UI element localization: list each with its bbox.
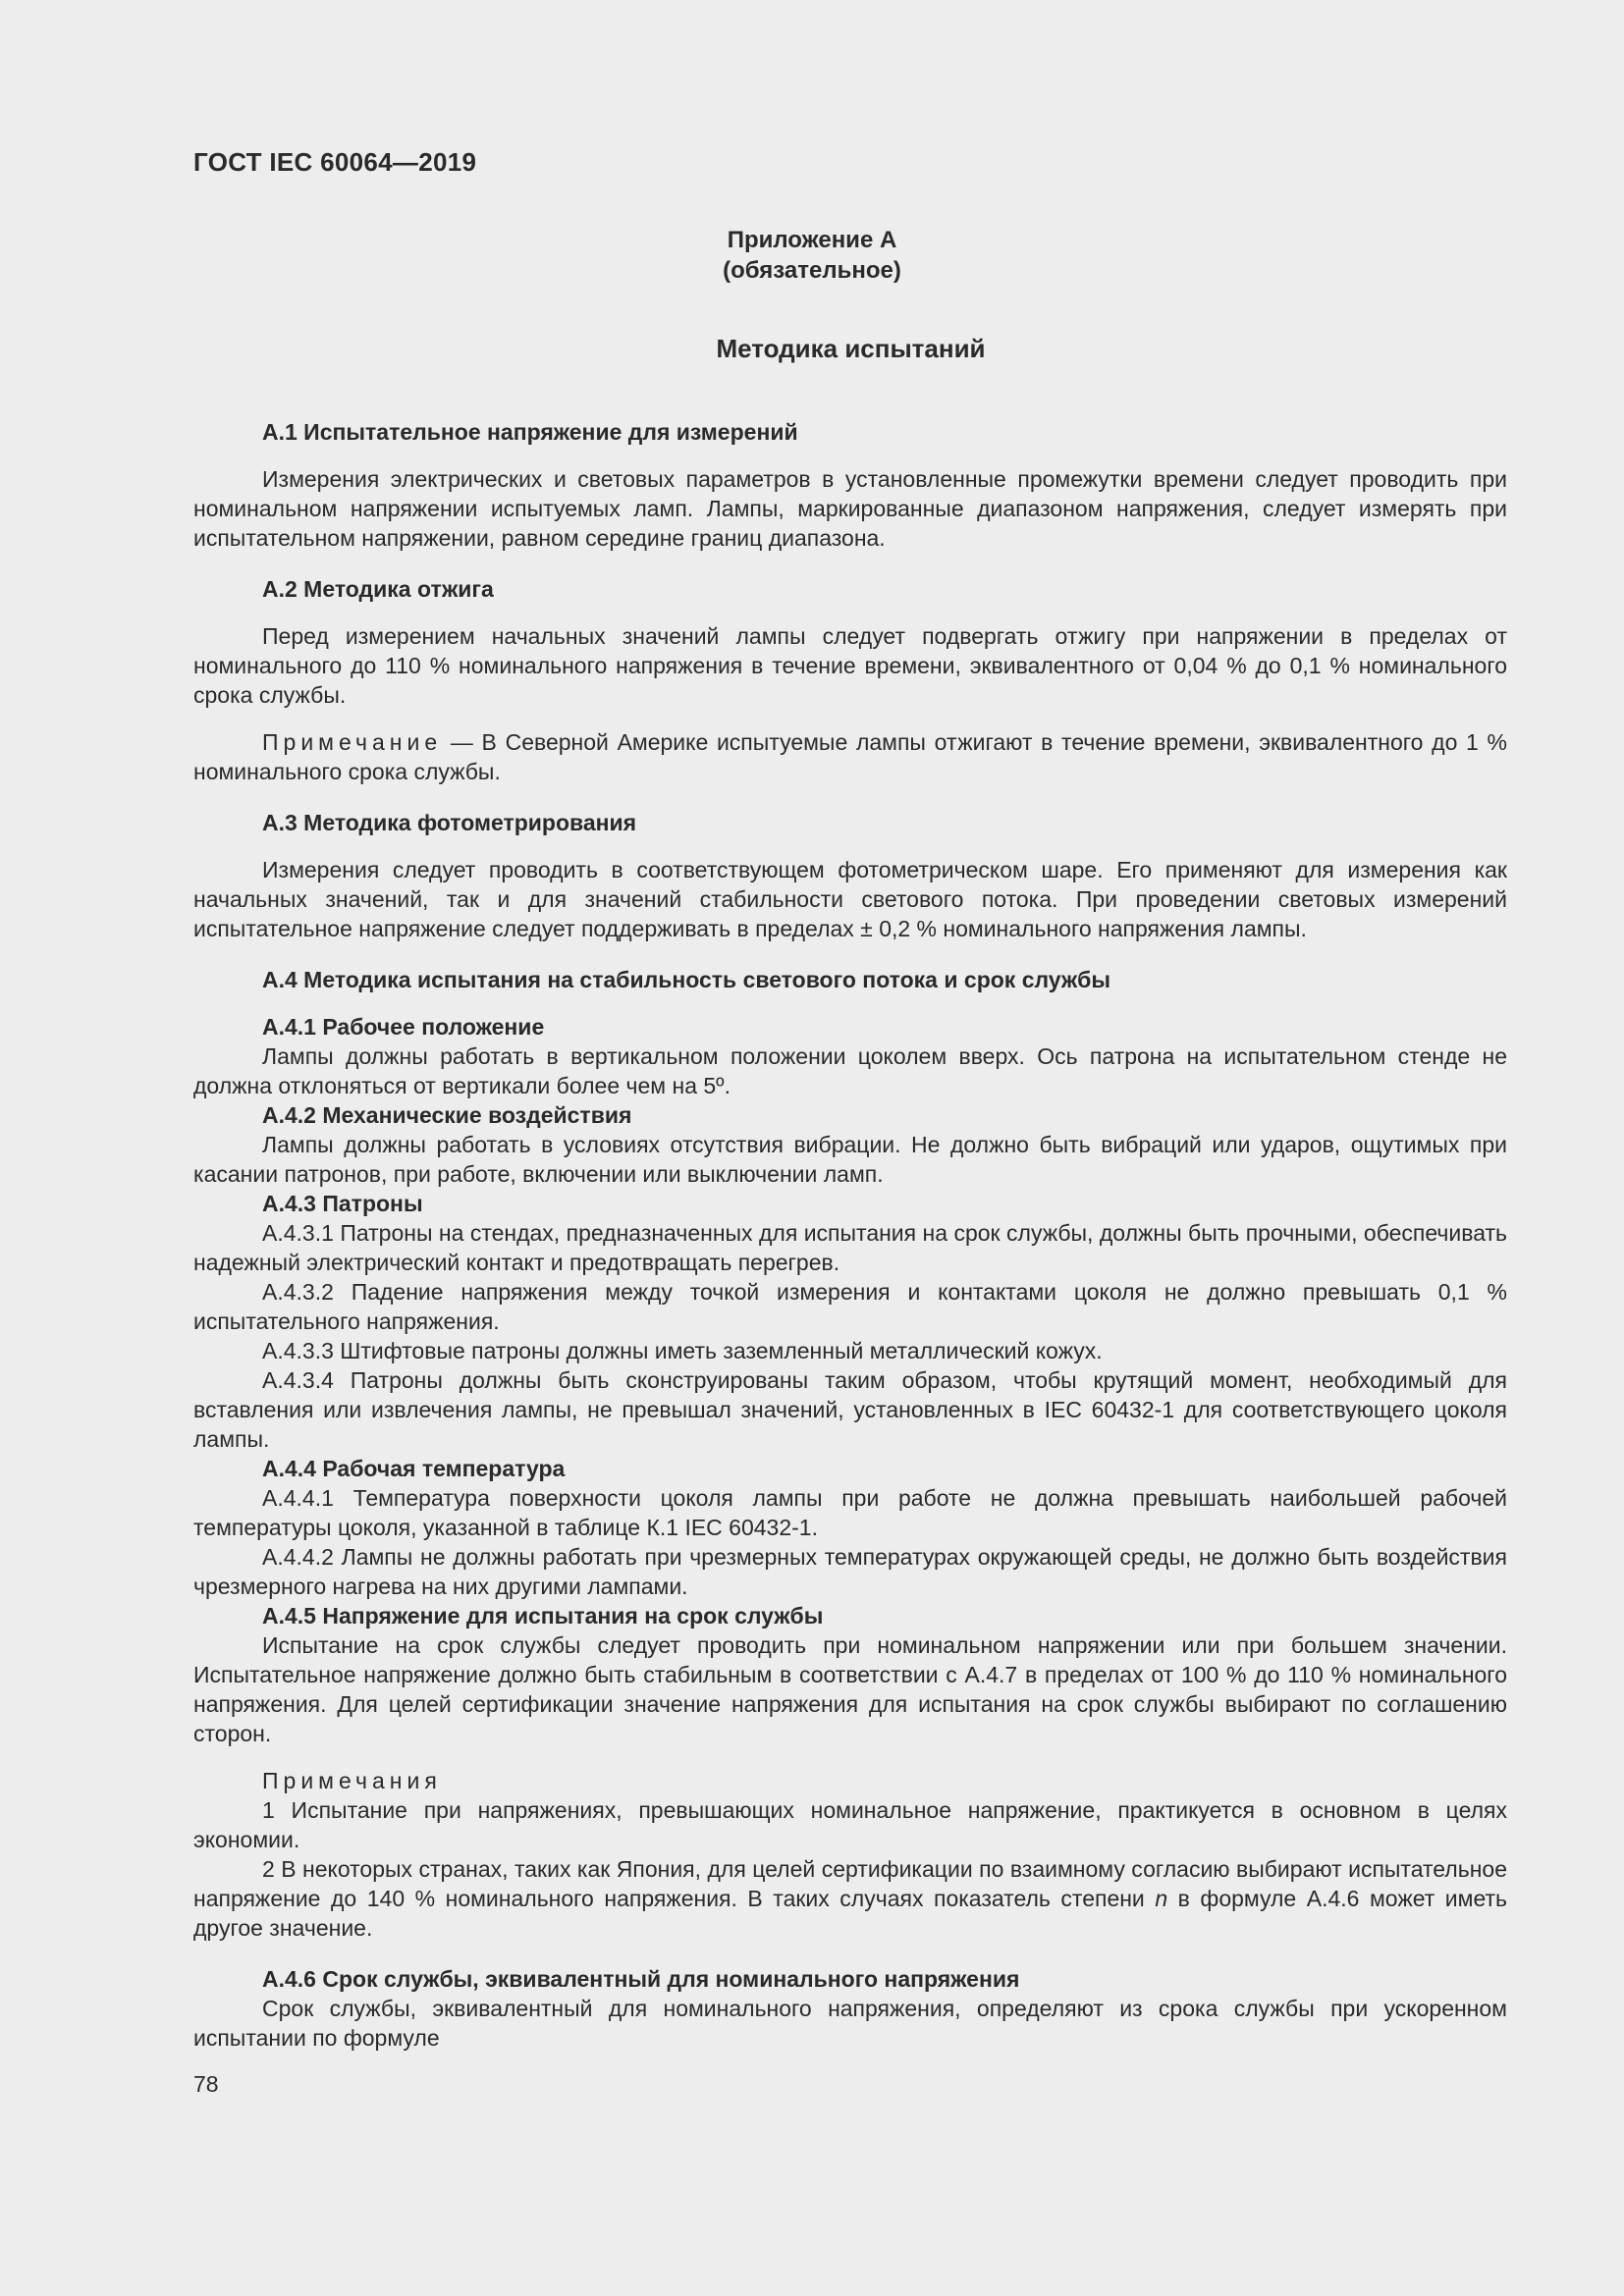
note: [193, 727, 1507, 786]
annex-status: (обязательное): [723, 257, 901, 284]
subsection-heading-a44: А.4.4 Рабочая температура: [262, 1456, 566, 1481]
paragraph: А.4.3.3 Штифтовые патроны должны иметь заземленный металлический кожух.: [262, 1338, 1103, 1363]
section-heading-a1: А.1 Испытательное напряжение для измерений: [262, 419, 798, 445]
section-heading-a4: А.4 Методика испытания на стабильность светового потока и срок службы: [262, 967, 1111, 992]
paragraph: Измерения электрических и световых параметров в установленные промежутки времени следует проводить при номинальном напряжении испытуемых ламп. Лампы, маркированные диапазоном напряжения, следует измерять при испытательном напряжении, равном середине границ диапазона.: [193, 466, 1507, 551]
subsection-heading-a43: А.4.3 Патроны: [262, 1191, 423, 1216]
annex-label: Приложение А: [727, 227, 897, 253]
section-heading-a2: А.2 Методика отжига: [262, 576, 494, 602]
annex-title: Методика испытаний: [716, 334, 986, 363]
paragraph: А.4.3.2 Падение напряжения между точкой измерения и контактами цоколя не должно превышать 0,1 % испытательного напряжения.: [193, 1279, 1507, 1334]
paragraph: А.4.4.1 Температура поверхности цоколя лампы при работе не должна превышать наибольшей рабочей температуры цоколя, указанной в таблице К.1 IEC 60432-1.: [193, 1485, 1507, 1540]
paragraph: Перед измерением начальных значений лампы следует подвергать отжигу при напряжении в пределах от номинального до 110 % номинального напряжения в течение времени, эквивалентного от 0,04 % до 0,1 % номинального срока службы.: [193, 623, 1507, 708]
paragraph: А.4.3.4 Патроны должны быть сконструированы таким образом, чтобы крутящий момент, необходимый для вставления или извлечения лампы, не превышал значений, установленных в IEC 60432-1 для соответствующего цоколя лампы.: [193, 1367, 1507, 1452]
paragraph: Лампы должны работать в вертикальном положении цоколем вверх. Ось патрона на испытательном стенде не должна отклоняться от вертикали более чем на 5º.: [193, 1043, 1507, 1098]
note-text: в формуле А.4.6 может иметь другое значение.: [193, 1886, 1508, 1941]
paragraph: А.4.4.2 Лампы не должны работать при чрезмерных температурах окружающей среды, не должно быть воздействия чрезмерного нагрева на них другими лампами.: [193, 1544, 1507, 1599]
section-heading-a3: А.3 Методика фотометрирования: [262, 810, 637, 835]
note-item: [193, 1854, 1507, 1943]
note-text: — В Северной Америке испытуемые лампы отжигают в течение времени, эквивалентного до 1 % номинального срока службы.: [193, 729, 1507, 784]
paragraph: Срок службы, эквивалентный для номинального напряжения, определяют из срока службы при ускоренном испытании по формуле: [193, 1996, 1507, 2051]
paragraph: Испытание на срок службы следует проводить при номинальном напряжении или при большем значении. Испытательное напряжение должно быть стабильным в соответствии с А.4.7 в пределах от 100 % до 110 % номинального напряжения. Для целей сертификации значение напряжения для испытания на срок службы выбирают по соглашению сторон.: [193, 1632, 1507, 1746]
note-item: 1 Испытание при напряжениях, превышающих номинальное напряжение, практикуется в основном в целях экономии.: [193, 1797, 1507, 1852]
standard-designation: ГОСТ IEC 60064—2019: [193, 147, 477, 177]
subsection-heading-a46: А.4.6 Срок службы, эквивалентный для номинального напряжения: [262, 1966, 1020, 1992]
formula-variable: n: [1155, 1886, 1168, 1911]
subsection-heading-a42: А.4.2 Механические воздействия: [262, 1102, 632, 1128]
document-body: [193, 417, 1507, 2053]
subsection-heading-a45: А.4.5 Напряжение для испытания на срок службы: [262, 1603, 824, 1629]
paragraph: Лампы должны работать в условиях отсутствия вибрации. Не должно быть вибраций или ударов, ощутимых при касании патронов, при работе, включении или выключении ламп.: [193, 1132, 1507, 1187]
subsection-heading-a41: А.4.1 Рабочее положение: [262, 1014, 545, 1040]
paragraph: А.4.3.1 Патроны на стендах, предназначенных для испытания на срок службы, должны быть прочными, обеспечивать надежный электрический контакт и предотвращать перегрев.: [193, 1220, 1507, 1275]
paragraph: Измерения следует проводить в соответствующем фотометрическом шаре. Его применяют для измерения как начальных значений, так и для значений стабильности светового потока. При проведении световых измерений испытательное напряжение следует поддерживать в пределах ± 0,2 % номинального напряжения лампы.: [193, 857, 1507, 941]
page-number: 78: [193, 2071, 219, 2097]
note-label: Примечание: [262, 729, 443, 755]
note-text: 2 В некоторых странах, таких как Япония, для целей сертификации по взаимному согласию выбирают испытательное напряжение до 140 % номинального напряжения. В таких случаях показатель степени: [193, 1856, 1507, 1911]
notes-label: Примечания: [262, 1768, 442, 1793]
annex-heading: [0, 225, 1624, 286]
